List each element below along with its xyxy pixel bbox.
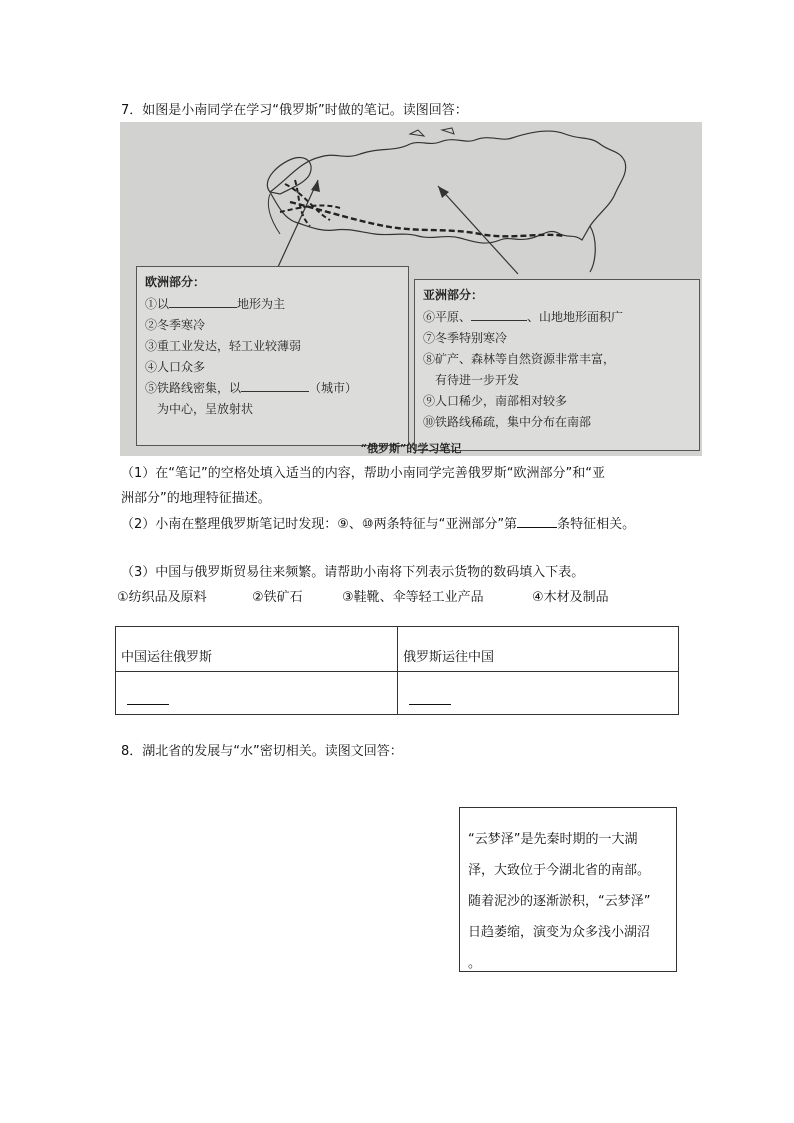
asia-item-9: ⑨人口稀少，南部相对较多 [423, 394, 568, 408]
goods-item-2: ②铁矿石 [252, 590, 303, 605]
asia-item-6-blank[interactable] [471, 307, 527, 321]
asia-item-8: ⑧矿产、森林等自然资源非常丰富， [423, 352, 616, 366]
yunmeng-line-1: “云梦泽”是先秦时期的一大湖 [468, 832, 638, 847]
yunmeng-text-box [459, 807, 677, 972]
q7-part1-line1: （1）在“笔记”的空格处填入适当的内容，帮助小南同学完善俄罗斯“欧洲部分”和“亚 [121, 466, 605, 481]
asia-item-8-cont: 有待进一步开发 [435, 373, 520, 387]
q7-part2 [121, 513, 635, 535]
goods-item-3: ③鞋靴、伞等轻工业产品 [342, 590, 484, 605]
europe-item-5-blank[interactable] [241, 378, 309, 392]
europe-item-4: ④人口众多 [145, 360, 206, 374]
q7-part2-blank[interactable] [517, 513, 557, 528]
goods-item-1: ①纺织品及原料 [117, 590, 207, 605]
europe-item-1 [145, 294, 400, 315]
q7-part1-line2: 洲部分”的地理特征描述。 [121, 491, 271, 506]
figure-caption: “俄罗斯”的学习笔记 [360, 442, 462, 455]
trade-table [115, 626, 679, 715]
europe-item-5 [145, 378, 400, 399]
europe-item-1-text: ①以 [145, 297, 170, 311]
yunmeng-line-3: 随着泥沙的逐渐淤积，“云梦泽” [468, 894, 651, 909]
q7-stem: 7．如图是小南同学在学习“俄罗斯”时做的笔记。读图回答： [121, 103, 468, 118]
answer-blank-china-to-russia[interactable] [127, 689, 169, 705]
europe-item-3: ③重工业发达，轻工业较薄弱 [145, 339, 302, 353]
asia-item-7: ⑦冬季特别寒冷 [423, 331, 508, 345]
asia-item-6 [423, 307, 691, 328]
russia-notes-figure [120, 122, 702, 456]
europe-item-5-cont: 为中心，呈放射状 [157, 402, 254, 416]
asia-notes-box [414, 279, 700, 451]
europe-item-1-suffix: 地形为主 [237, 297, 286, 311]
asia-item-6-suffix: 、山地地形面积广 [527, 310, 624, 324]
asia-item-6-text: ⑥平原、 [423, 310, 472, 324]
europe-notes-box [136, 266, 409, 446]
yunmeng-line-2: 泽，大致位于今湖北省的南部。 [468, 863, 651, 878]
europe-item-5-text: ⑤铁路线密集，以 [145, 381, 242, 395]
table-header-china-to-russia: 中国运往俄罗斯 [121, 650, 213, 665]
table-header-russia-to-china: 俄罗斯运往中国 [403, 650, 495, 665]
q7-part3-stem: （3）中国与俄罗斯贸易往来频繁。请帮助小南将下列表示货物的数码填入下表。 [121, 565, 585, 580]
yunmeng-line-4: 日趋萎缩，演变为众多浅小湖沼 [468, 925, 651, 940]
yunmeng-line-5: 。 [468, 956, 482, 971]
europe-notes-title: 欧洲部分： [145, 275, 206, 289]
europe-item-1-blank[interactable] [169, 294, 237, 308]
q7-part2-suffix: 条特征相关。 [557, 517, 636, 532]
europe-item-5-suffix: （城市） [309, 381, 358, 395]
goods-item-4: ④木材及制品 [532, 590, 609, 605]
answer-blank-russia-to-china[interactable] [409, 689, 451, 705]
asia-notes-title: 亚洲部分： [423, 288, 484, 302]
asia-item-10: ⑩铁路线稀疏，集中分布在南部 [423, 415, 592, 429]
q7-part2-text: （2）小南在整理俄罗斯笔记时发现：⑨、⑩两条特征与“亚洲部分”第 [121, 517, 518, 532]
table-divider-h [116, 671, 678, 672]
q8-stem: 8．湖北省的发展与“水”密切相关。读图文回答： [121, 744, 403, 759]
europe-item-2: ②冬季寒冷 [145, 318, 206, 332]
